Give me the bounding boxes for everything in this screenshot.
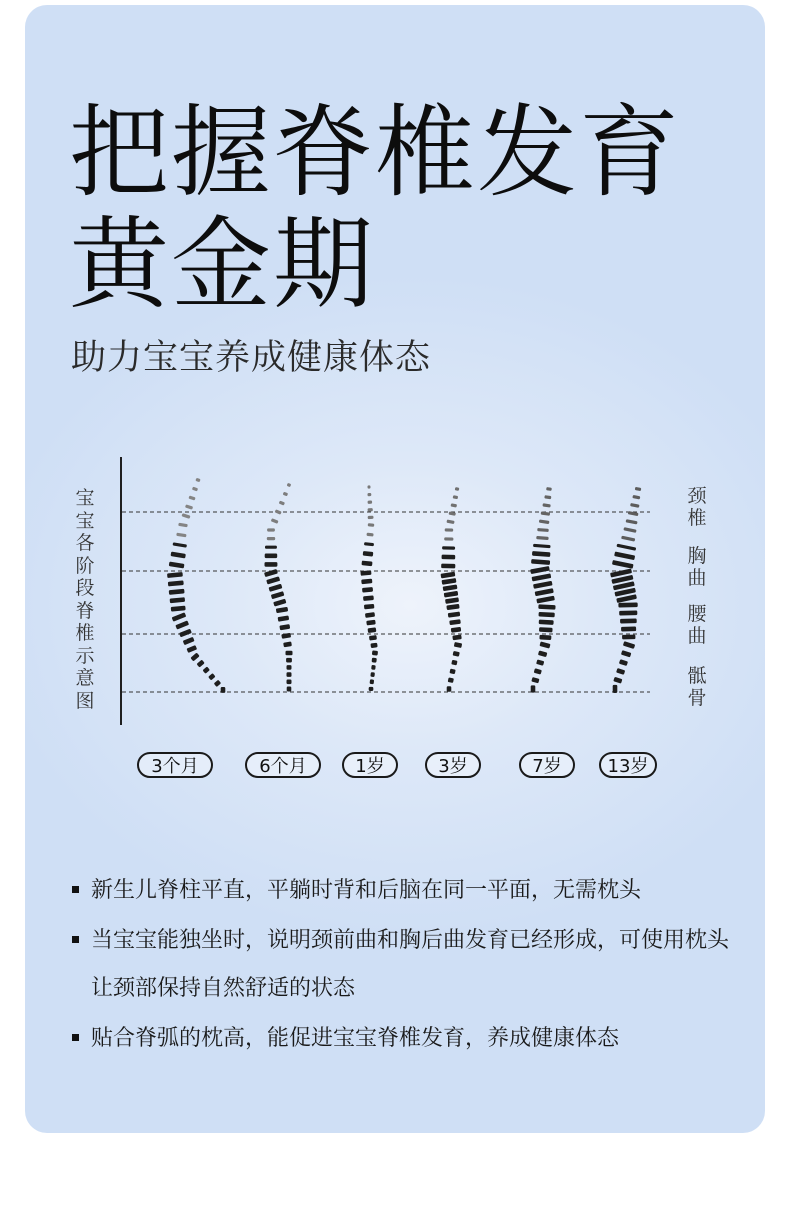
vertebra [532, 573, 552, 581]
vertebra [620, 618, 637, 623]
vertebra [183, 637, 195, 645]
vertebra [446, 604, 459, 610]
vertebra [363, 595, 374, 601]
vertebra [530, 566, 550, 574]
region-label-cervical: 颈椎 [687, 485, 707, 529]
vertebra [534, 668, 542, 674]
vertebra [449, 669, 455, 675]
vertebra [371, 665, 376, 670]
vertebra [533, 581, 553, 589]
vertebra [167, 572, 183, 578]
vertebra [366, 533, 373, 537]
vertebra [171, 606, 186, 612]
vertebra [170, 597, 185, 603]
vertebra [171, 552, 186, 559]
vertebra [614, 551, 635, 560]
vertebra [221, 687, 226, 693]
spine-13-years [610, 487, 641, 693]
vertebra [546, 487, 552, 491]
spine-7-years [530, 487, 555, 693]
vertebra [276, 607, 288, 613]
vertebra [531, 559, 550, 565]
vertebra [618, 602, 637, 607]
vertebra [441, 572, 456, 579]
vertebra [173, 542, 187, 547]
vertebra [621, 627, 636, 632]
bullet-item [71, 1015, 731, 1063]
vertebra [369, 635, 377, 641]
vertebra [271, 518, 279, 524]
vertebra [286, 658, 292, 663]
vertebra [372, 658, 377, 663]
vertebra [532, 551, 550, 557]
diagram-vertical-label: 宝宝各阶段脊椎示意图 [75, 487, 95, 712]
vertebra [448, 677, 454, 683]
vertebra [367, 485, 370, 488]
vertebra [613, 685, 618, 693]
vertebra [623, 641, 635, 649]
vertebra [168, 580, 184, 586]
vertebra [372, 650, 378, 655]
vertebra [214, 680, 221, 687]
vertebra [265, 554, 278, 559]
vertebra [537, 528, 549, 532]
age-badge-3-months: 3个月 [137, 752, 213, 778]
vertebra [544, 495, 551, 499]
vertebra [451, 503, 458, 507]
vertebra [197, 660, 205, 668]
spine-diagram [25, 5, 765, 725]
vertebra [541, 511, 551, 515]
vertebra [365, 612, 375, 618]
bullet-square-icon [72, 1034, 79, 1041]
vertebra [370, 672, 375, 677]
vertebra [542, 503, 550, 507]
vertebra [175, 620, 189, 629]
info-card [25, 5, 765, 1133]
vertebra [364, 542, 374, 546]
vertebra [453, 495, 459, 499]
info-bullet-list [71, 867, 731, 1065]
vertebra [287, 665, 292, 670]
vertebra [203, 667, 210, 674]
vertebra [616, 544, 636, 551]
vertebra [169, 562, 185, 569]
vertebra [265, 546, 277, 549]
spine-6-months [264, 483, 292, 692]
vertebra [169, 589, 185, 595]
age-badge-13-years: 13岁 [599, 752, 657, 778]
vertebra [264, 569, 278, 577]
vertebra [283, 492, 288, 497]
vertebra [370, 679, 375, 684]
spine-1-year [360, 485, 378, 691]
vertebra [447, 686, 452, 691]
bullet-text: 贴合脊弧的枕高，能促进宝宝脊椎发育，养成健康体态 [91, 1026, 620, 1051]
spine-3-months [167, 478, 225, 693]
vertebra [538, 604, 555, 609]
vertebra [176, 533, 186, 538]
vertebra [619, 610, 637, 615]
vertebra [369, 687, 374, 691]
vertebra [363, 551, 374, 557]
vertebra [278, 615, 290, 621]
vertebra [362, 587, 373, 593]
vertebra [616, 668, 625, 675]
vertebra [279, 624, 290, 630]
vertebra [613, 677, 622, 684]
bullet-text: 当宝宝能独坐时，说明颈前曲和胸后曲发育已经形成，可使用枕头让颈部保持自然舒适的状态 [91, 928, 730, 1001]
vertebra [182, 513, 191, 519]
age-badge-1-year: 1岁 [342, 752, 398, 778]
vertebra [455, 487, 460, 491]
region-label-sacral: 骶骨 [687, 665, 707, 709]
vertebra [368, 627, 377, 633]
vertebra [442, 546, 455, 549]
vertebra [445, 597, 459, 604]
vertebra [454, 642, 462, 648]
vertebra [441, 564, 455, 569]
vertebra [621, 536, 635, 542]
vertebra [451, 627, 462, 633]
vertebra [443, 584, 458, 591]
vertebra [178, 523, 188, 528]
vertebra [539, 519, 550, 524]
vertebra [449, 619, 461, 625]
vertebra [539, 641, 550, 648]
vertebra [269, 584, 283, 592]
vertebra [536, 659, 544, 665]
vertebra [273, 599, 286, 607]
vertebra [190, 653, 199, 662]
vertebra [275, 509, 282, 514]
vertebra [539, 635, 551, 640]
age-badge-6-months: 6个月 [245, 752, 321, 778]
page-subtitle: 助力宝宝养成健康体态 [71, 338, 432, 378]
vertebra [612, 560, 634, 569]
vertebra [446, 519, 454, 524]
spine-3-years [441, 487, 463, 692]
vertebra [442, 578, 457, 585]
vertebra [361, 579, 372, 585]
vertebra [366, 620, 376, 626]
vertebra [267, 537, 275, 540]
vertebra [281, 633, 291, 639]
vertebra [266, 576, 280, 584]
vertebra [287, 483, 292, 487]
vertebra [452, 635, 461, 641]
vertebra [539, 627, 553, 632]
vertebra [370, 643, 377, 648]
vertebra [531, 677, 539, 683]
vertebra [186, 645, 197, 653]
bullet-item [71, 917, 731, 1013]
page-title-line2: 黄金期 [69, 206, 375, 323]
vertebra [536, 536, 549, 540]
vertebra [442, 555, 456, 560]
vertebra [172, 612, 187, 621]
vertebra [179, 629, 192, 638]
vertebra [287, 680, 292, 685]
vertebra [622, 635, 635, 640]
vertebra [271, 591, 285, 599]
vertebra [444, 591, 459, 598]
vertebra [361, 561, 372, 567]
vertebra [185, 504, 193, 509]
bullet-text: 新生儿脊柱平直，平躺时背和后脑在同一平面，无需枕头 [91, 878, 642, 903]
vertebra [283, 641, 292, 647]
vertebra [192, 487, 198, 492]
bullet-square-icon [72, 886, 79, 893]
vertebra [451, 660, 457, 666]
vertebra [626, 519, 638, 524]
vertebra [531, 685, 536, 692]
vertebra [368, 523, 375, 527]
vertebra [279, 501, 285, 506]
vertebra [632, 495, 640, 500]
vertebra [367, 493, 371, 496]
vertebra [208, 673, 215, 680]
vertebra [539, 620, 554, 625]
vertebra [265, 562, 278, 567]
region-label-thoracic: 胸曲 [687, 545, 707, 589]
vertebra [286, 651, 293, 656]
vertebra [445, 528, 454, 531]
vertebra [630, 503, 639, 508]
vertebra [188, 495, 195, 500]
vertebra [368, 516, 374, 519]
bullet-square-icon [72, 936, 79, 943]
vertebra [621, 650, 631, 657]
age-badge-7-years: 7岁 [519, 752, 575, 778]
vertebra [368, 508, 373, 511]
vertebra [287, 672, 292, 677]
vertebra [364, 604, 374, 610]
vertebra [533, 544, 551, 548]
bullet-item [71, 867, 731, 915]
vertebra [536, 596, 555, 604]
vertebra [368, 500, 373, 503]
vertebra [453, 651, 460, 657]
vertebra [623, 527, 636, 533]
region-label-lumbar: 腰曲 [687, 603, 707, 647]
vertebra [287, 687, 292, 692]
vertebra [538, 650, 547, 657]
vertebra [619, 659, 628, 666]
vertebra [448, 612, 460, 618]
vertebra [535, 588, 554, 596]
vertebra [444, 537, 453, 540]
page-title-line1: 把握脊椎发育 [69, 94, 681, 211]
vertebra [195, 478, 200, 482]
vertebra [635, 487, 642, 491]
vertebra [267, 528, 275, 531]
age-badge-3-years: 3岁 [425, 752, 481, 778]
vertebra [538, 612, 554, 617]
